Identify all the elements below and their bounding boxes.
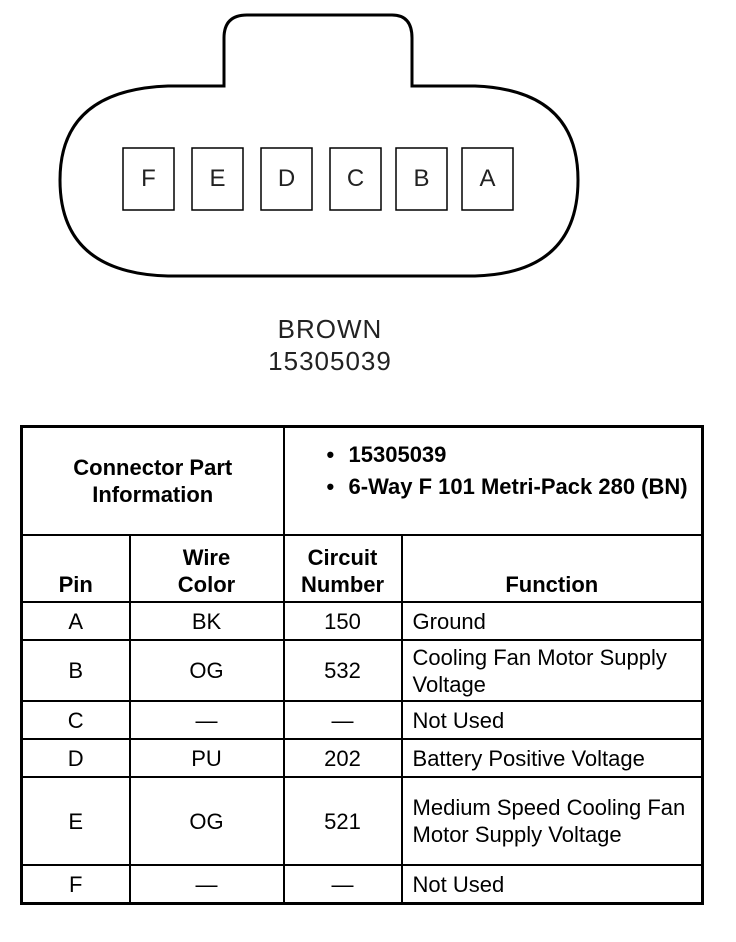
wire-color-header-text: Wire Color	[177, 545, 236, 597]
circuit-number-cell: 532	[284, 640, 402, 701]
wire-color-cell: —	[130, 865, 284, 904]
part-info-item: • 15305039	[349, 442, 702, 468]
pin-cell: E	[22, 777, 130, 865]
circuit-number-cell: 202	[284, 739, 402, 777]
wire-color-cell: OG	[130, 777, 284, 865]
function-cell: Not Used	[402, 701, 703, 739]
function-cell: Ground	[402, 602, 703, 640]
circuit-number-header-text: Circuit Number	[300, 545, 385, 597]
connector-outline	[60, 15, 578, 276]
function-cell: Not Used	[402, 865, 703, 904]
pin-cavity-label: D	[277, 165, 296, 192]
wire-color-cell: PU	[130, 739, 284, 777]
connector-color-label: BROWN	[277, 314, 383, 344]
wire-color-cell: —	[130, 701, 284, 739]
circuit-number-cell: 150	[284, 602, 402, 640]
column-header-wire-color	[130, 535, 284, 602]
pin-cell: D	[22, 739, 130, 777]
pin-cavity-label: B	[413, 165, 430, 192]
pin-cavity-label: E	[209, 165, 226, 192]
wire-color-cell: BK	[130, 602, 284, 640]
connector-part-number-label: 15305039	[268, 346, 392, 376]
function-cell: Battery Positive Voltage	[402, 739, 703, 777]
table-row	[22, 701, 703, 739]
circuit-number-cell: —	[284, 701, 402, 739]
pin-cell: A	[22, 602, 130, 640]
pin-cavity-label: A	[479, 165, 496, 192]
column-header-pin: Pin	[22, 535, 130, 602]
table-row	[22, 865, 703, 904]
part-info-row	[22, 427, 703, 536]
pin-cell: F	[22, 865, 130, 904]
part-info-item: • 6-Way F 101 Metri-Pack 280 (BN)	[349, 474, 702, 500]
connector-pinout-table	[20, 425, 704, 905]
circuit-number-cell: 521	[284, 777, 402, 865]
column-header-row	[22, 535, 703, 602]
wire-color-cell: OG	[130, 640, 284, 701]
pin-cavity-label: C	[346, 165, 365, 192]
column-header-circuit-number	[284, 535, 402, 602]
table-row	[22, 739, 703, 777]
part-info-list	[284, 427, 703, 536]
table-row	[22, 602, 703, 640]
table-row	[22, 640, 703, 701]
circuit-number-cell: —	[284, 865, 402, 904]
pin-cell: B	[22, 640, 130, 701]
pin-cell: C	[22, 701, 130, 739]
column-header-function: Function	[402, 535, 703, 602]
pin-cavity-label: F	[141, 165, 156, 192]
table-row	[22, 777, 703, 865]
function-cell: Medium Speed Cooling Fan Motor Supply Voltage	[402, 777, 703, 865]
part-info-label: Connector Part Information	[22, 427, 284, 536]
function-cell: Cooling Fan Motor Supply Voltage	[402, 640, 703, 701]
